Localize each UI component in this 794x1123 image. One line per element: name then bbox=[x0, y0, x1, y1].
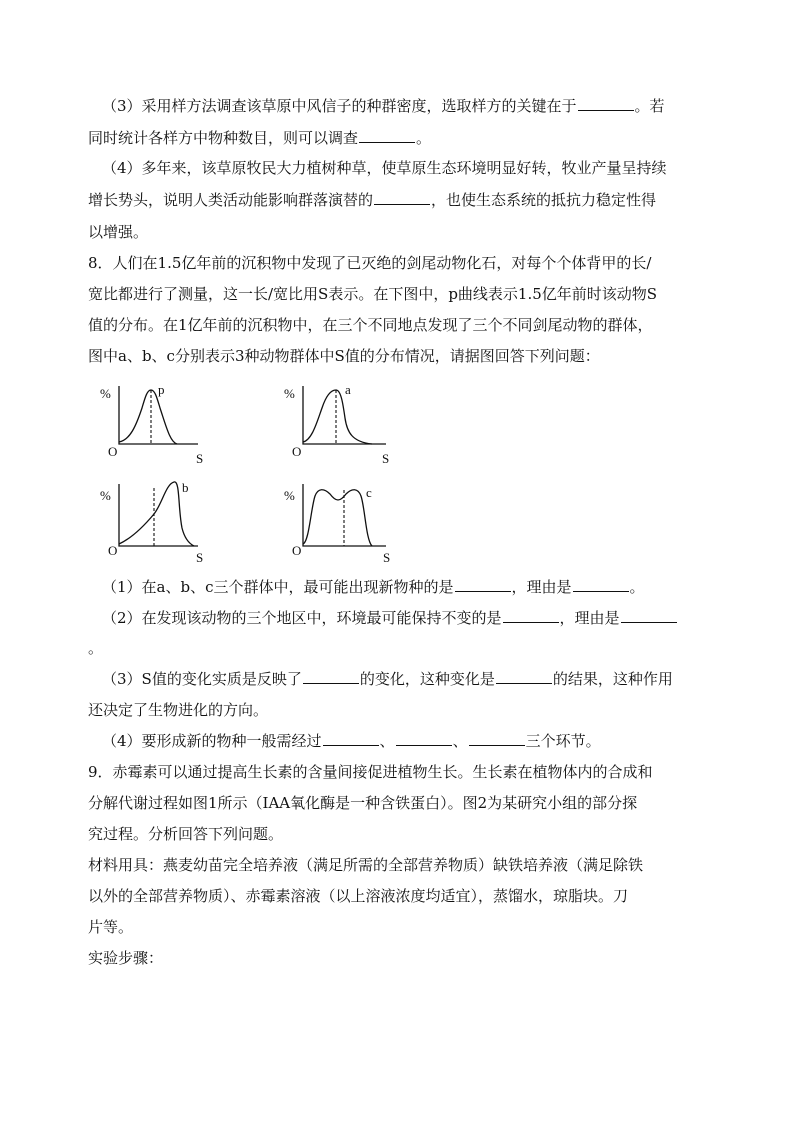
q9-line1: 9．赤霉素可以通过提高生长素的含量间接促进植物生长。生长素在植物体内的合成和 bbox=[88, 763, 653, 781]
graph-p bbox=[100, 380, 210, 465]
q8-sub2-end: 。 bbox=[88, 639, 104, 657]
y-axis-label: % bbox=[284, 386, 295, 401]
origin-label: O bbox=[108, 543, 118, 558]
answer-blank[interactable] bbox=[578, 96, 634, 111]
q7-part4-line2 bbox=[88, 190, 656, 210]
text: 的结果，这种作用 bbox=[552, 670, 673, 688]
text: 三个环节。 bbox=[525, 732, 601, 750]
answer-blank[interactable] bbox=[573, 577, 629, 592]
curve-label-b: b bbox=[182, 480, 189, 495]
graph-b bbox=[100, 478, 210, 563]
text: ，理由是 bbox=[559, 609, 620, 627]
q7-part4-line3: 以增强。 bbox=[88, 223, 149, 241]
q9-materials-line1: 材料用具：燕麦幼苗完全培养液（满足所需的全部营养物质）缺铁培养液（满足除铁 bbox=[88, 856, 644, 874]
answer-blank[interactable] bbox=[396, 731, 452, 746]
q8-sub2 bbox=[102, 608, 678, 628]
q7-part4-line1: （4）多年来，该草原牧民大力植树种草，使草原生态环境明显好转，牧业产量呈持续 bbox=[102, 159, 667, 177]
y-axis-label: % bbox=[100, 386, 111, 401]
text: （3）采用样方法调查该草原中风信子的种群密度，选取样方的关键在于 bbox=[102, 97, 577, 115]
text: （1）在a、b、c三个群体中，最可能出现新物种的是 bbox=[102, 578, 454, 596]
text: （4）要形成新的物种一般需经过 bbox=[102, 732, 322, 750]
q7-part3-line2 bbox=[88, 128, 431, 148]
answer-blank[interactable] bbox=[323, 731, 379, 746]
q8-sub1 bbox=[102, 577, 645, 597]
x-axis-label: S bbox=[196, 550, 204, 565]
q8-line3: 值的分布。在1亿年前的沉积物中，在三个不同地点发现了三个不同剑尾动物的群体， bbox=[88, 316, 653, 334]
q8-sub3 bbox=[102, 669, 673, 689]
q9-line2: 分解代谢过程如图1所示（IAA氧化酶是一种含铁蛋白）。图2为某研究小组的部分探 bbox=[88, 794, 638, 812]
x-axis-label: S bbox=[383, 550, 391, 565]
q8-line1: 8．人们在1.5亿年前的沉积物中发现了已灭绝的剑尾动物化石，对每个个体背甲的长/ bbox=[88, 254, 652, 272]
answer-blank[interactable] bbox=[303, 669, 359, 684]
q8-sub4 bbox=[102, 731, 601, 751]
answer-blank[interactable] bbox=[374, 190, 430, 205]
text: 。若 bbox=[634, 97, 665, 115]
q8-line4: 图中a、b、c分别表示3种动物群体中S值的分布情况，请据图回答下列问题： bbox=[88, 347, 600, 365]
origin-label: O bbox=[108, 444, 118, 459]
text: 。 bbox=[416, 129, 432, 147]
text: 。 bbox=[629, 578, 645, 596]
answer-blank[interactable] bbox=[496, 669, 552, 684]
x-axis-label: S bbox=[382, 451, 390, 466]
q9-materials-line3: 片等。 bbox=[88, 918, 134, 936]
text: 、 bbox=[379, 732, 395, 750]
text: ，也使生态系统的抵抗力稳定性得 bbox=[431, 191, 657, 209]
text: 的变化，这种变化是 bbox=[359, 670, 495, 688]
answer-blank[interactable] bbox=[503, 608, 559, 623]
origin-label: O bbox=[292, 444, 302, 459]
q9-steps-heading: 实验步骤： bbox=[88, 949, 164, 967]
curve-label-p: p bbox=[158, 382, 165, 397]
graph-a bbox=[284, 380, 394, 465]
answer-blank[interactable] bbox=[455, 577, 511, 592]
y-axis-label: % bbox=[284, 488, 295, 503]
text: 增长势头，说明人类活动能影响群落演替的 bbox=[88, 191, 374, 209]
text: 、 bbox=[452, 732, 468, 750]
q9-materials-line2: 以外的全部营养物质）、赤霉素溶液（以上溶液浓度均适宜），蒸馏水，琼脂块。刀 bbox=[88, 887, 629, 905]
text: ，理由是 bbox=[511, 578, 572, 596]
q7-part3-line1 bbox=[102, 96, 665, 116]
graph-c bbox=[284, 478, 394, 563]
curve-label-a: a bbox=[345, 382, 351, 397]
q8-sub3-line2: 还决定了生物进化的方向。 bbox=[88, 701, 269, 719]
q8-line2: 宽比都进行了测量，这一长/宽比用S表示。在下图中，p曲线表示1.5亿年前时该动物S bbox=[88, 285, 658, 303]
origin-label: O bbox=[292, 543, 302, 558]
answer-blank[interactable] bbox=[359, 128, 415, 143]
answer-blank[interactable] bbox=[621, 608, 677, 623]
text: （2）在发现该动物的三个地区中，环境最可能保持不变的是 bbox=[102, 609, 502, 627]
y-axis-label: % bbox=[100, 488, 111, 503]
curve-label-c: c bbox=[366, 485, 372, 500]
q9-line3: 究过程。分析回答下列问题。 bbox=[88, 825, 284, 843]
answer-blank[interactable] bbox=[469, 731, 525, 746]
text: （3）S值的变化实质是反映了 bbox=[102, 670, 302, 688]
text: 同时统计各样方中物种数目，则可以调查 bbox=[88, 129, 359, 147]
x-axis-label: S bbox=[196, 451, 204, 466]
